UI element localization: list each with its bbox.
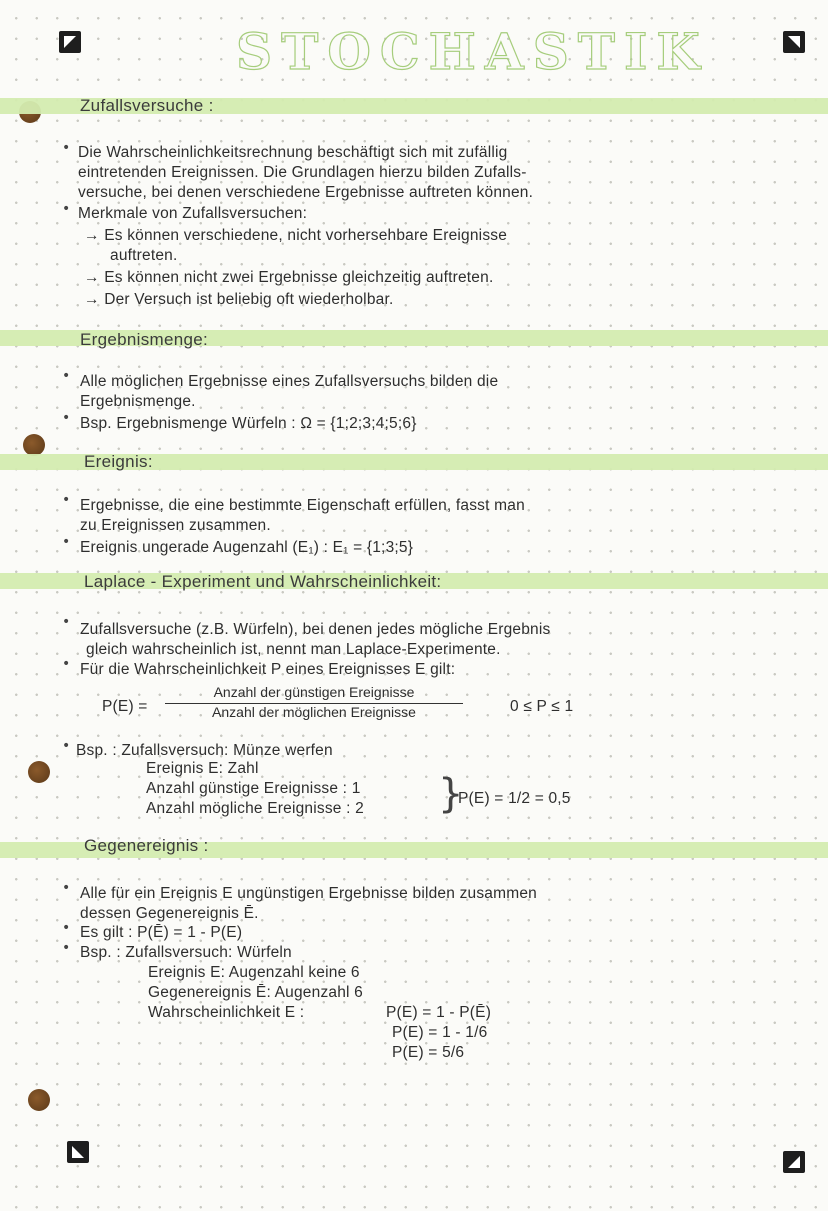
text-line: Ergebnisse, die eine bestimmte Eigenschaft erfüllen, fasst man xyxy=(80,497,525,514)
calc-line: P(E) = 1 - 1/6 xyxy=(392,1024,488,1041)
bullet: • xyxy=(62,140,71,156)
heading-ergebnismenge: Ergebnismenge: xyxy=(80,330,208,349)
list-item: → Es können nicht zwei Ergebnisse gleichzeitig auftreten. xyxy=(84,269,494,286)
heading-zufallsversuche: Zufallsversuche : xyxy=(80,96,214,115)
example-line: Bsp. : Zufallsversuch: Münze werfen xyxy=(76,742,333,759)
example-line: Ereignis E: Augenzahl keine 6 xyxy=(148,964,360,981)
example-line: Gegenereignis Ē: Augenzahl 6 xyxy=(148,984,364,1001)
text-line: Alle möglichen Ergebnisse eines Zufallsversuchs bilden die xyxy=(80,373,499,390)
text-line: versuche, bei denen verschiedene Ergebnisse auftreten können. xyxy=(78,184,534,201)
bullet: • xyxy=(62,368,71,384)
heading-laplace: Laplace - Experiment und Wahrscheinlichkeit: xyxy=(84,572,442,591)
heading-gegenereignis: Gegenereignis : xyxy=(84,836,209,855)
text-line: Ereignis ungerade Augenzahl (E₁) : E₁ = {1;3;5} xyxy=(80,539,414,556)
example-line: Anzahl günstige Ereignisse : 1 xyxy=(146,780,361,797)
text-line: Alle für ein Ereignis E ungünstigen Ergebnisse bilden zusammen xyxy=(80,885,537,902)
text-line: Für die Wahrscheinlichkeit P eines Ereignisses E gilt: xyxy=(80,661,456,678)
calc-line: P(E) = 1 - P(Ē) xyxy=(386,1004,492,1021)
formula-numerator: Anzahl der günstigen Ereignisse xyxy=(213,684,415,700)
bullet: • xyxy=(62,656,71,672)
text-line: Bsp. Ergebnismenge Würfeln : Ω = {1;2;3;4;5;6} xyxy=(80,415,417,432)
text-line: Zufallsversuche (z.B. Würfeln), bei denen jedes mögliche Ergebnis xyxy=(80,621,551,638)
list-item: → Der Versuch ist beliebig oft wiederholbar. xyxy=(84,291,394,308)
binder-hole xyxy=(28,761,50,783)
bullet: • xyxy=(62,880,71,896)
bullet: • xyxy=(62,492,71,508)
list-item: auftreten. xyxy=(110,247,178,264)
example-line: Anzahl mögliche Ereignisse : 2 xyxy=(146,800,364,817)
example-result: P(E) = 1/2 = 0,5 xyxy=(458,790,571,807)
example-line: Ereignis E: Zahl xyxy=(146,760,259,777)
text-line: Die Wahrscheinlichkeitsrechnung beschäftigt sich mit zufällig xyxy=(78,144,508,161)
text-line: dessen Gegenereignis Ē. xyxy=(80,905,259,922)
formula-lhs: P(E) = xyxy=(102,698,148,715)
corner-mark-icon xyxy=(66,1140,90,1164)
example-line: Wahrscheinlichkeit E : xyxy=(148,1004,305,1021)
bullet: • xyxy=(62,614,71,630)
heading-ereignis: Ereignis: xyxy=(84,452,153,471)
bullet: • xyxy=(62,738,71,754)
formula-denominator: Anzahl der möglichen Ereignisse xyxy=(212,704,416,720)
bullet: • xyxy=(62,920,71,936)
text-line: Es gilt : P(Ē) = 1 - P(E) xyxy=(80,924,243,941)
calc-line: P(E) = 5/6 xyxy=(392,1044,465,1061)
corner-mark-icon xyxy=(58,30,82,54)
binder-hole xyxy=(28,1089,50,1111)
binder-hole xyxy=(23,434,45,456)
bullet: • xyxy=(62,201,71,217)
text-line: gleich wahrscheinlich ist, nennt man Laplace-Experimente. xyxy=(86,641,501,658)
page-title: STOCHASTIK xyxy=(236,22,709,81)
text-line: zu Ereignissen zusammen. xyxy=(80,517,271,534)
list-item: → Es können verschiedene, nicht vorhersehbare Ereignisse xyxy=(84,227,508,244)
text-line: Merkmale von Zufallsversuchen: xyxy=(78,205,308,222)
bullet: • xyxy=(62,410,71,426)
formula-range: 0 ≤ P ≤ 1 xyxy=(510,698,574,715)
corner-mark-icon xyxy=(782,30,806,54)
brace-icon: } xyxy=(438,771,464,817)
bullet: • xyxy=(62,534,71,550)
text-line: Bsp. : Zufallsversuch: Würfeln xyxy=(80,944,292,961)
text-line: eintretenden Ereignissen. Die Grundlagen hierzu bilden Zufalls- xyxy=(78,164,527,181)
text-line: Ergebnismenge. xyxy=(80,393,196,410)
corner-mark-icon xyxy=(782,1150,806,1174)
bullet: • xyxy=(62,940,71,956)
